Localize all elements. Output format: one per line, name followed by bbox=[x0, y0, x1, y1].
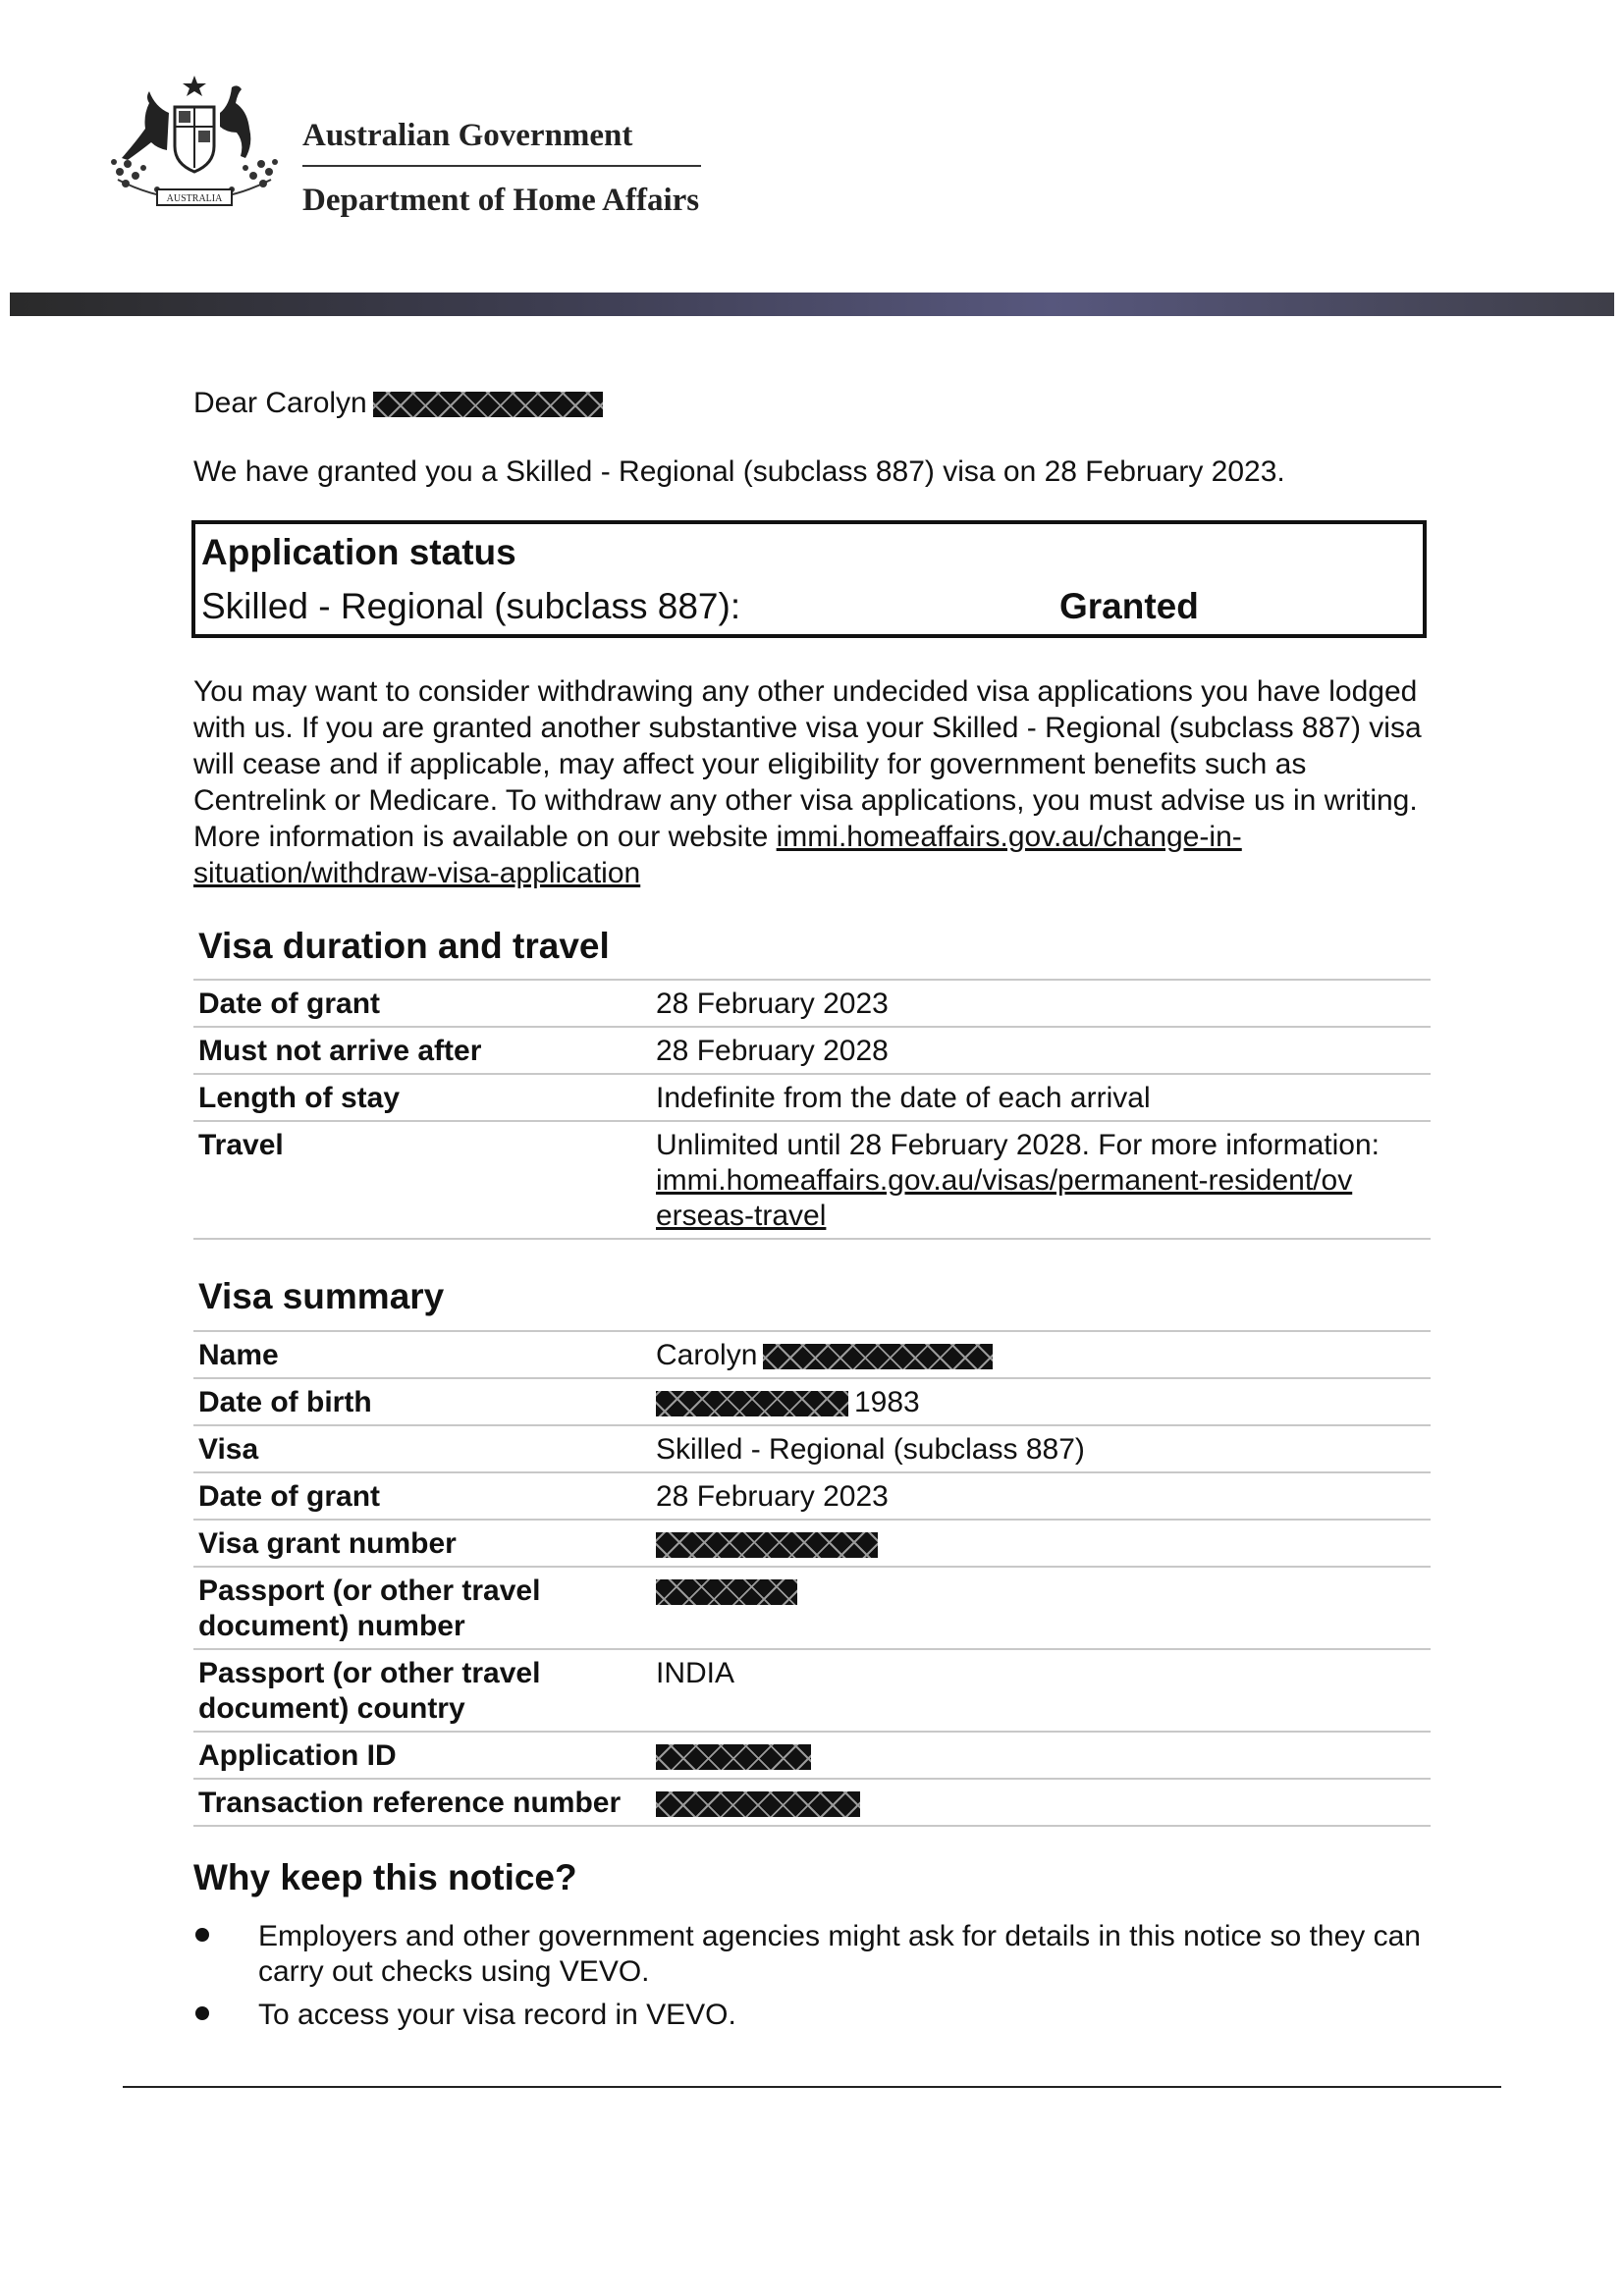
row-value: 28 February 2028 bbox=[656, 1035, 889, 1067]
visa-duration-title: Visa duration and travel bbox=[198, 926, 610, 966]
row-label: Date of grant bbox=[198, 1480, 381, 1513]
row-value bbox=[651, 1567, 1431, 1649]
row-value bbox=[651, 1520, 1431, 1567]
table-row bbox=[193, 1520, 1431, 1567]
withdraw-paragraph bbox=[193, 673, 1433, 891]
overseas-travel-link[interactable]: immi.homeaffairs.gov.au/visas/permanent-resident/overseas-travel bbox=[656, 1164, 1353, 1232]
table-row bbox=[193, 1027, 1431, 1074]
table-row bbox=[193, 1425, 1431, 1472]
bullet-icon bbox=[195, 1928, 209, 1942]
greeting-text: Dear Carolyn bbox=[193, 387, 367, 419]
table-row bbox=[193, 1331, 1431, 1378]
why-keep-list bbox=[193, 1919, 1433, 2041]
redacted-passport-number bbox=[656, 1579, 797, 1605]
table-row bbox=[193, 1074, 1431, 1121]
row-value: INDIA bbox=[656, 1657, 735, 1689]
greeting bbox=[193, 385, 603, 421]
footer-divider bbox=[123, 2086, 1501, 2088]
grant-statement: We have granted you a Skilled - Regional (subclass 887) visa on 28 February 2023. bbox=[193, 455, 1285, 488]
visa-duration-table bbox=[193, 979, 1431, 1240]
table-row bbox=[193, 1779, 1431, 1826]
table-row bbox=[193, 1378, 1431, 1425]
letterhead bbox=[0, 0, 1624, 316]
row-value bbox=[651, 1331, 1431, 1378]
redacted-application-id bbox=[656, 1744, 811, 1770]
row-label: Transaction reference number bbox=[198, 1787, 622, 1819]
row-value bbox=[651, 1732, 1431, 1779]
row-label: Passport (or other travel document) country bbox=[198, 1657, 541, 1725]
table-row bbox=[193, 1649, 1431, 1732]
row-value: Skilled - Regional (subclass 887) bbox=[656, 1433, 1085, 1466]
row-value bbox=[651, 1779, 1431, 1826]
row-value bbox=[651, 1121, 1431, 1239]
row-label: Application ID bbox=[198, 1739, 397, 1772]
redacted-birth-day-month bbox=[656, 1391, 848, 1416]
status-visa-name: Skilled - Regional (subclass 887): bbox=[201, 586, 741, 626]
application-status-box bbox=[191, 520, 1427, 638]
redacted-surname bbox=[763, 1344, 993, 1369]
row-label: Date of birth bbox=[198, 1386, 372, 1418]
withdraw-text: You may want to consider withdrawing any other undecided visa applications you have lodged with us. If you are granted another substantive visa your Skilled - Regional (subclass 887) visa will cease and if applicable, may affect your eligibility for government benefits such as Centrelink or Medicare. To withdraw any other visa applications, you must advise us in writing. More information is available on our website bbox=[193, 675, 1422, 853]
coat-of-arms-icon bbox=[98, 74, 291, 221]
row-value bbox=[651, 1378, 1431, 1425]
bullet-text: To access your visa record in VEVO. bbox=[258, 1999, 736, 2031]
table-row bbox=[193, 1121, 1431, 1239]
table-row bbox=[193, 1472, 1431, 1520]
birth-year: 1983 bbox=[854, 1386, 920, 1418]
bullet-icon bbox=[195, 2006, 209, 2020]
row-value: 28 February 2023 bbox=[656, 988, 889, 1020]
list-item bbox=[193, 1998, 1433, 2033]
header-banner bbox=[10, 293, 1614, 316]
visa-summary-table bbox=[193, 1330, 1431, 1827]
svg-text:AUSTRALIA: AUSTRALIA bbox=[166, 193, 223, 204]
row-label: Must not arrive after bbox=[198, 1035, 482, 1067]
row-label: Travel bbox=[198, 1129, 284, 1161]
visa-summary-title: Visa summary bbox=[198, 1276, 445, 1316]
name-value: Carolyn bbox=[656, 1339, 758, 1371]
table-row bbox=[193, 980, 1431, 1027]
org-divider bbox=[302, 165, 701, 167]
why-keep-title: Why keep this notice? bbox=[193, 1857, 577, 1897]
organisation-name bbox=[302, 116, 703, 220]
row-value: Indefinite from the date of each arrival bbox=[656, 1082, 1151, 1114]
redacted-transaction-reference bbox=[656, 1791, 860, 1817]
redacted-grant-number bbox=[656, 1532, 878, 1558]
list-item bbox=[193, 1919, 1433, 1990]
row-label: Visa bbox=[198, 1433, 259, 1466]
bullet-text: Employers and other government agencies might ask for details in this notice so they can carry out checks using VEVO. bbox=[258, 1920, 1421, 1988]
department-title: Department of Home Affairs bbox=[302, 183, 700, 218]
row-label: Passport (or other travel document) number bbox=[198, 1575, 541, 1642]
status-value: Granted bbox=[1059, 586, 1199, 626]
application-status-title: Application status bbox=[201, 532, 516, 572]
redacted-surname bbox=[373, 392, 603, 417]
row-label: Name bbox=[198, 1339, 279, 1371]
row-label: Length of stay bbox=[198, 1082, 401, 1114]
table-row bbox=[193, 1567, 1431, 1649]
travel-text: Unlimited until 28 February 2028. For more information: bbox=[656, 1129, 1380, 1161]
australian-government-title: Australian Government bbox=[302, 118, 633, 153]
table-row bbox=[193, 1732, 1431, 1779]
row-label: Date of grant bbox=[198, 988, 381, 1020]
withdraw-link[interactable]: immi.homeaffairs.gov.au/change-in-situation/withdraw-visa-application bbox=[193, 821, 1242, 889]
row-label: Visa grant number bbox=[198, 1527, 457, 1560]
row-value: 28 February 2023 bbox=[656, 1480, 889, 1513]
